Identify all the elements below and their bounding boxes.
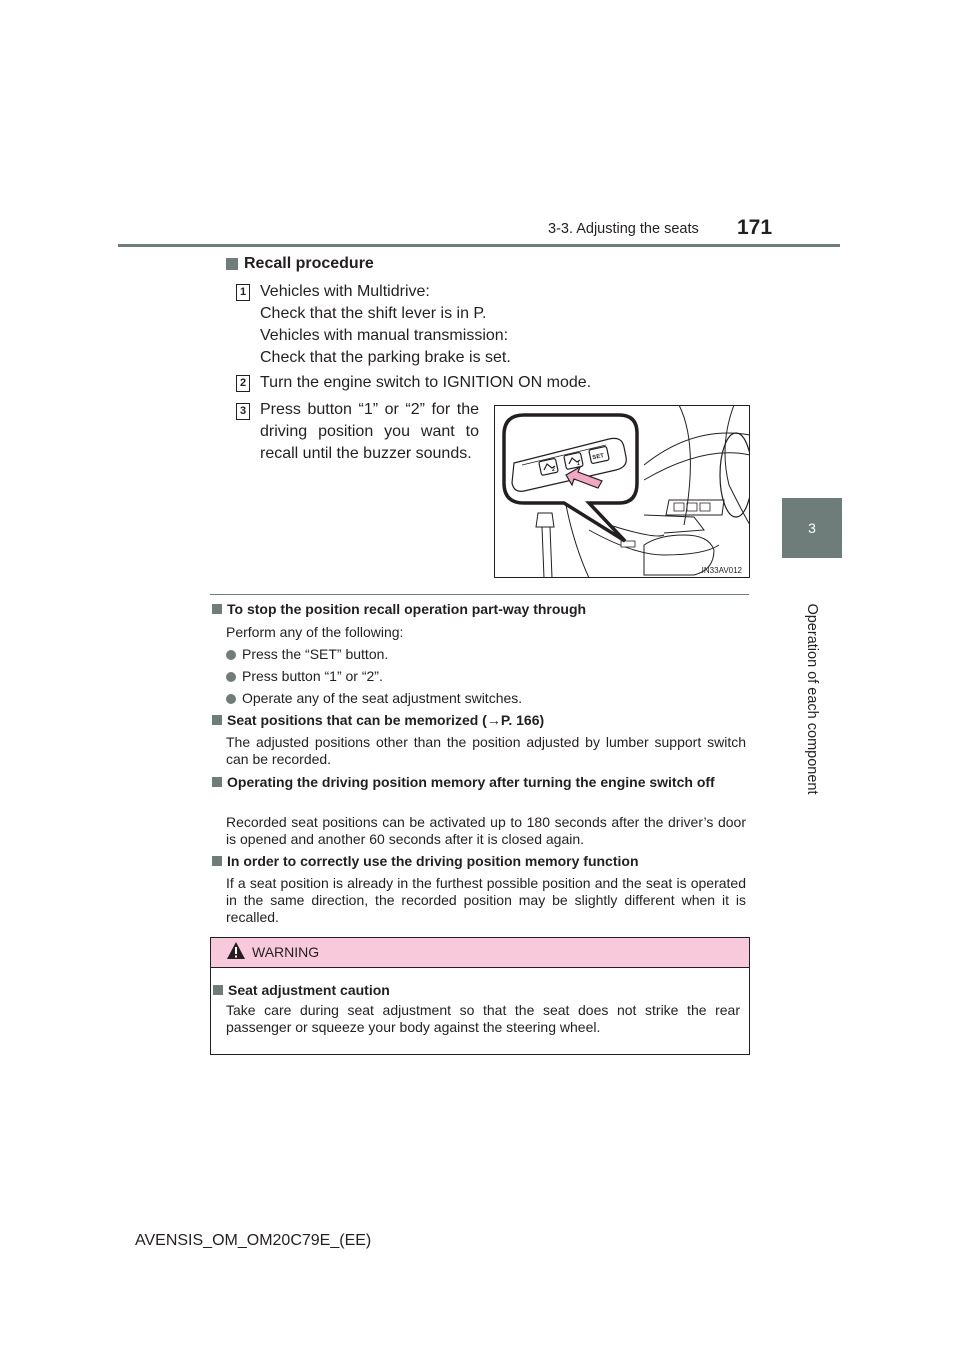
note-after-off-body: Recorded seat positions can be activated up to 180 seconds after the driver’s door is opened and another 60 seconds after it is closed again. <box>226 814 746 847</box>
step-1-line: Check that the parking brake is set. <box>260 349 511 366</box>
recall-procedure-heading <box>226 255 374 273</box>
set-button-label: SET <box>591 453 605 462</box>
step-number-3: 3 <box>236 403 250 420</box>
document-code: AVENSIS_OM_OM20C79E_(EE) <box>135 1232 372 1249</box>
round-bullet-icon <box>226 694 236 704</box>
note-correct-use-body: If a seat position is already in the furthest possible position and the seat is operated in the same direction, the recorded position may be slightly different when it is recalled. <box>226 875 746 925</box>
note-stop-bullet <box>226 690 522 707</box>
square-bullet-icon <box>212 604 222 614</box>
note-heading-stop <box>212 601 750 618</box>
step-number-1: 1 <box>236 284 250 301</box>
warning-subheading-text: Seat adjustment caution <box>228 982 390 998</box>
step-2-text: Turn the engine switch to IGNITION ON mode. <box>260 374 592 391</box>
square-bullet-icon <box>212 777 222 787</box>
step-1-line: Vehicles with Multidrive: <box>260 283 430 300</box>
warning-triangle-icon <box>226 941 246 961</box>
square-bullet-icon <box>212 715 222 725</box>
step-1-text <box>260 281 511 369</box>
note-stop-bullet-text: Press the “SET” button. <box>242 646 389 662</box>
note-memorized-body: The adjusted positions other than the position adjusted by lumber support switch can be recorded. <box>226 734 746 767</box>
button-2-label: 1 <box>577 461 580 467</box>
note-stop-bullet <box>226 668 383 685</box>
note-heading-after-off <box>212 774 750 791</box>
note-heading-memorized <box>212 712 750 729</box>
section-separator <box>210 594 749 595</box>
warning-title: WARNING <box>252 944 320 960</box>
square-bullet-icon <box>213 985 223 995</box>
square-bullet-icon <box>226 258 238 270</box>
step-1-line: Vehicles with manual transmission: <box>260 327 509 344</box>
note-heading-stop-text: To stop the position recall operation part-way through <box>227 601 587 617</box>
chapter-tab-number[interactable]: 3 <box>782 498 842 558</box>
note-heading-correct-use-text: In order to correctly use the driving position memory function <box>227 853 639 869</box>
round-bullet-icon <box>226 672 236 682</box>
note-heading-after-off-text: Operating the driving position memory after turning the engine switch off <box>227 774 715 790</box>
memory-buttons-illustration <box>494 405 750 578</box>
note-heading-correct-use <box>212 853 750 870</box>
recall-procedure-title: Recall procedure <box>244 255 374 272</box>
page-number: 171 <box>737 216 773 239</box>
warning-subheading <box>213 982 390 998</box>
step-number-2: 2 <box>236 375 250 392</box>
step-3-text: Press button “1” or “2” for the driving position you want to recall until the buzzer sounds. <box>260 401 479 462</box>
button-1-label: 2 <box>552 467 555 473</box>
warning-body: Take care during seat adjustment so that the seat does not strike the rear passenger or squeeze your body against the steering wheel. <box>226 1002 740 1035</box>
note-stop-bullet-text: Operate any of the seat adjustment switches. <box>242 690 523 706</box>
step-1-line: Check that the shift lever is in P. <box>260 305 487 322</box>
header-rule <box>118 244 840 247</box>
note-stop-bullet <box>226 646 388 663</box>
note-stop-intro: Perform any of the following: <box>226 624 404 640</box>
note-heading-memorized-text[interactable]: Seat positions that can be memorized (→P. 166) <box>227 712 545 728</box>
section-title: 3-3. Adjusting the seats <box>548 221 699 237</box>
chapter-tab-label-text: Operation of each component <box>804 603 820 795</box>
square-bullet-icon <box>212 856 222 866</box>
round-bullet-icon <box>226 650 236 660</box>
figure-code: IN33AV012 <box>701 566 742 575</box>
note-stop-bullet-text: Press button “1” or “2”. <box>242 668 383 684</box>
